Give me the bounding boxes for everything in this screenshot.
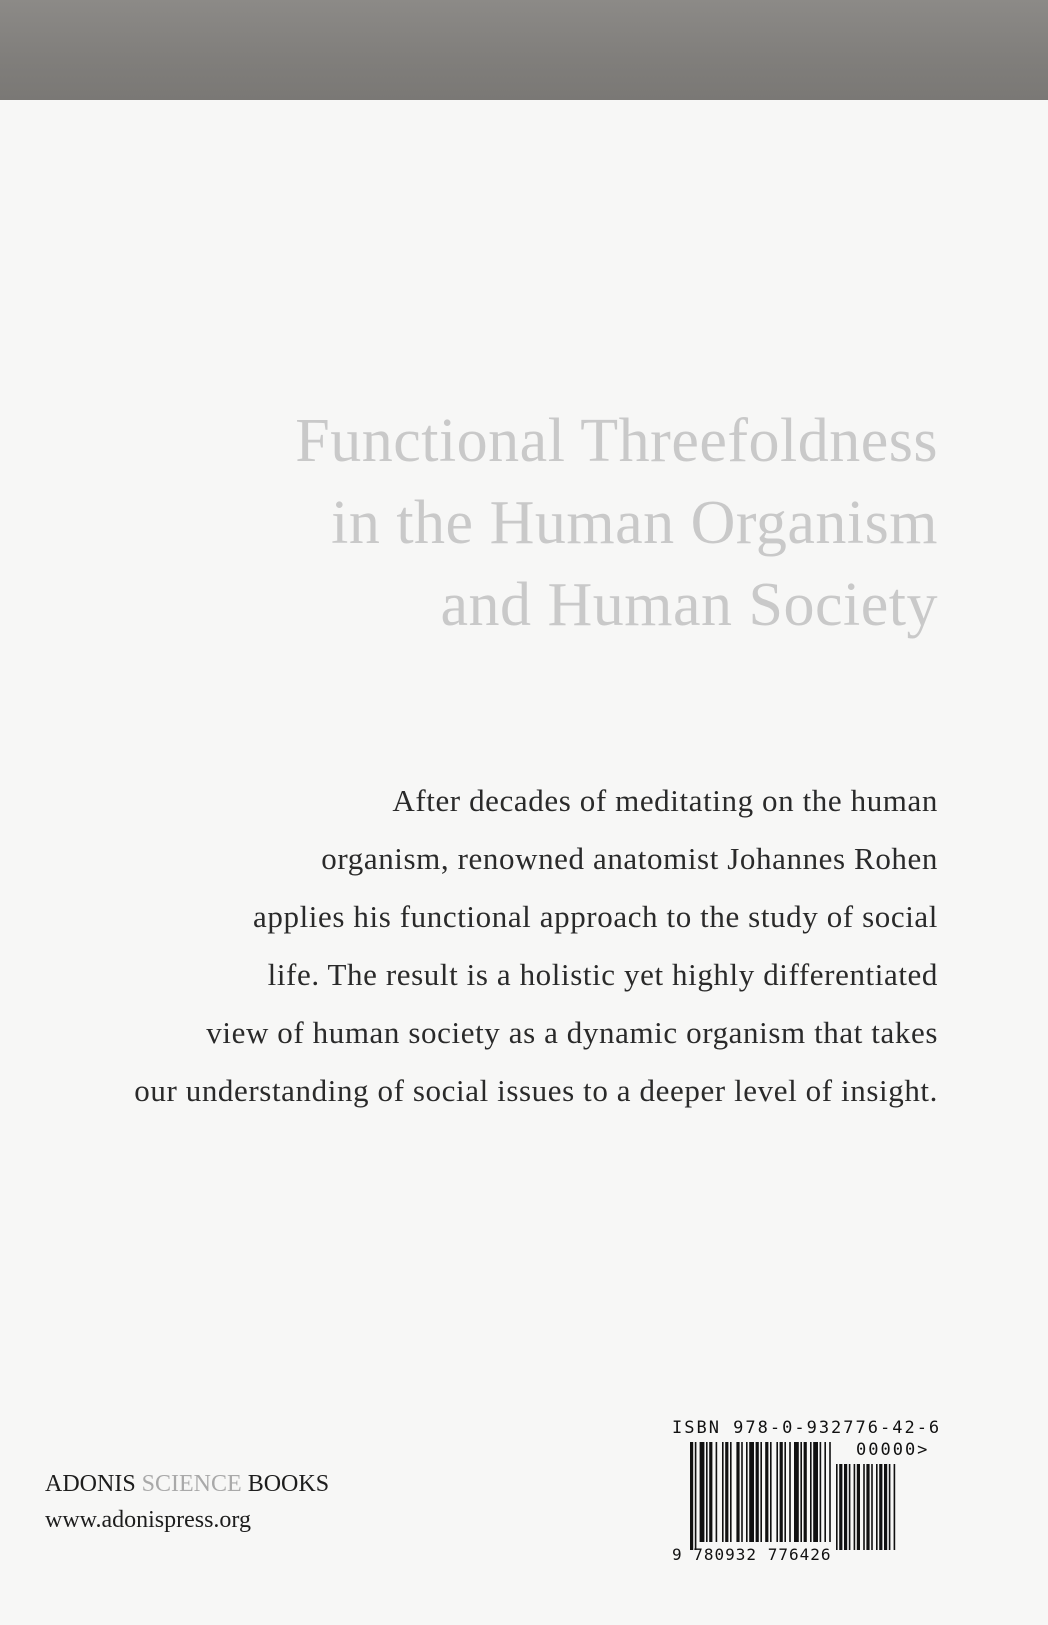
isbn-barcode (672, 1418, 942, 1568)
blurb-line-6: our understanding of social issues to a deeper level of insight. (134, 1073, 938, 1108)
publisher-name-adonis: ADONIS (45, 1471, 136, 1497)
barcode-bar (789, 1442, 791, 1542)
publisher-imprint (45, 1466, 329, 1538)
barcode-bar (695, 1442, 697, 1550)
barcode-addon-bar (871, 1464, 873, 1550)
barcode-addon-bar (879, 1464, 882, 1550)
publisher-name (45, 1466, 329, 1502)
barcode-bar (716, 1442, 718, 1542)
blurb-line-2: organism, renowned anatomist Johannes Rohen (321, 841, 938, 876)
barcode-addon-bar (863, 1464, 865, 1550)
barcode-addon-bar (884, 1464, 887, 1550)
barcode-addon-bar (876, 1464, 878, 1550)
barcode-bar (722, 1442, 724, 1542)
barcode-bar (804, 1442, 807, 1542)
barcode-bar (725, 1442, 728, 1542)
barcode-bar (700, 1442, 705, 1542)
barcode-bar (746, 1442, 748, 1542)
barcode-bar (756, 1442, 759, 1542)
barcode-addon-bar (857, 1464, 860, 1550)
barcode-addon-bar (836, 1464, 838, 1550)
barcode-addon-bar (889, 1464, 891, 1550)
barcode-bar (770, 1442, 772, 1542)
barcode-bar (760, 1442, 762, 1542)
barcode-bar (741, 1442, 743, 1542)
barcode-bar (813, 1442, 818, 1542)
barcode-bar (780, 1442, 783, 1542)
title-line-1: Functional Threefoldness (295, 407, 938, 475)
blurb-line-3: applies his functional approach to the study of social (253, 899, 938, 934)
barcode-addon-number: 00000> (856, 1440, 930, 1460)
barcode-bar (709, 1442, 712, 1542)
barcode-digits: 9 780932 776426 (672, 1545, 832, 1564)
barcode-bar (824, 1442, 826, 1542)
barcode-addon-bar (849, 1464, 851, 1550)
barcode-bar (749, 1442, 754, 1542)
blurb-line-4: life. The result is a holistic yet highly differentiated (267, 957, 938, 992)
barcode-addon-bar (844, 1464, 847, 1550)
publisher-name-science: SCIENCE (141, 1471, 242, 1497)
title-line-2: in the Human Organism (331, 489, 938, 557)
book-blurb (100, 772, 938, 1120)
barcode-bar (736, 1442, 739, 1542)
barcode-addon-bar (894, 1464, 896, 1550)
barcode-bar (829, 1442, 831, 1542)
barcode-bar (794, 1442, 799, 1542)
blurb-line-5: view of human society as a dynamic organism that takes (206, 1015, 938, 1050)
isbn-text: ISBN 978-0-932776-42-6 (672, 1418, 942, 1438)
title-line-3: and Human Society (440, 571, 938, 639)
barcode-bar (690, 1442, 693, 1550)
blurb-line-1: After decades of meditating on the human (392, 783, 938, 818)
barcode-bar (784, 1442, 786, 1542)
book-title (0, 400, 938, 646)
barcode-bar (730, 1442, 732, 1542)
barcode-bar (800, 1442, 802, 1542)
barcode-bar (820, 1442, 822, 1542)
barcode-bar (706, 1442, 708, 1542)
barcode-addon-bar (839, 1464, 842, 1550)
barcode-bar (765, 1442, 768, 1542)
barcode-bar (776, 1442, 778, 1542)
barcode-bar (810, 1442, 812, 1542)
publisher-website: www.adonispress.org (45, 1507, 251, 1533)
barcode-addon-bar (854, 1464, 856, 1550)
publisher-name-books: BOOKS (247, 1471, 330, 1497)
top-color-band (0, 0, 1048, 100)
barcode-addon-bar (866, 1464, 869, 1550)
